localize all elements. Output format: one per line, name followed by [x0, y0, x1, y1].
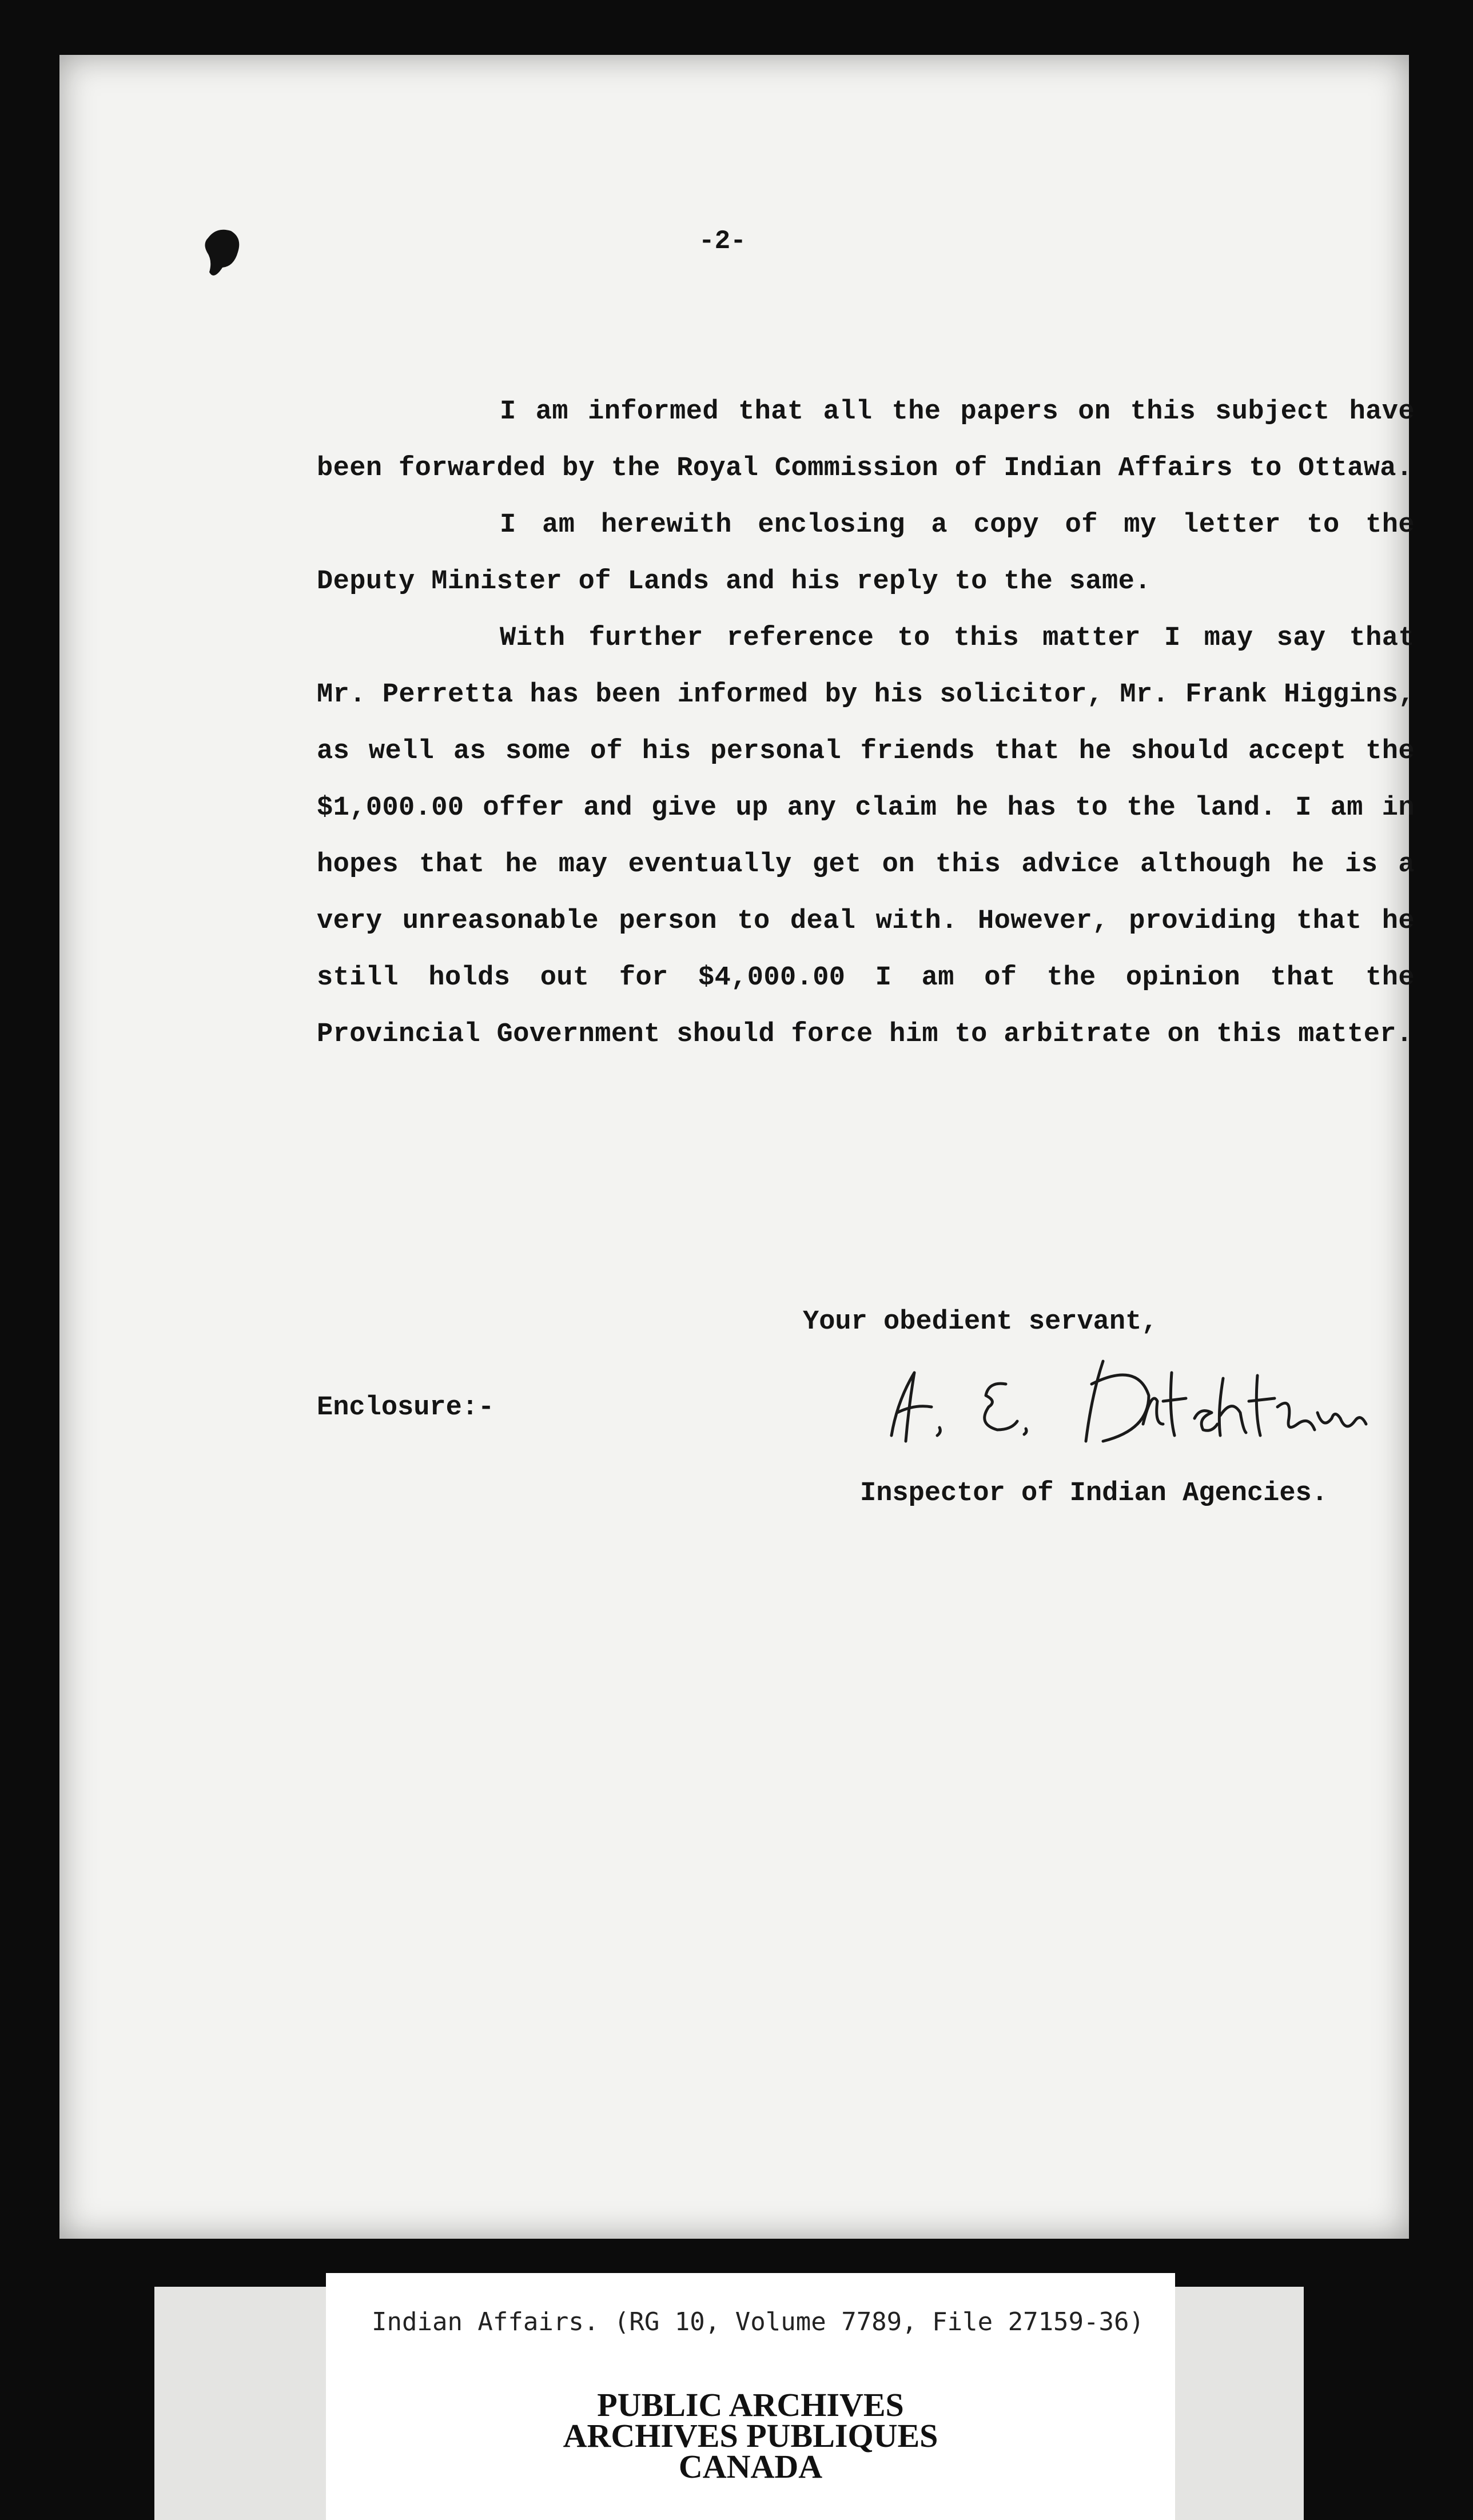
handwritten-signature — [874, 1350, 1400, 1458]
enclosure-note: Enclosure:- — [317, 1393, 495, 1423]
archive-country: CANADA — [678, 2448, 823, 2485]
archive-label-card — [326, 2273, 1175, 2520]
paragraph: With further reference to this matter I may say that Mr. Perretta has been informed by his solicitor, Mr. Frank Higgins, as well as some of his personal friends that he should accept the $1,000.00 offer and give up any claim he has to the land. I am in hopes that he may eventually get on this advice although he is a very unreasonable person to deal with. However, providing that he still holds out for $4,000.00 I am of the opinion that the Provincial Government should force him to arbitrate on this matter. — [317, 623, 1415, 1050]
signatory-title: Inspector of Indian Agencies. — [860, 1478, 1328, 1509]
paragraph: I am herewith enclosing a copy of my letter to the Deputy Minister of Lands and his reply to the same. — [317, 510, 1415, 597]
document-page — [59, 55, 1415, 2239]
page-number: -2- — [699, 226, 746, 256]
archive-name-french: ARCHIVES PUBLIQUES — [563, 2417, 938, 2454]
ink-blot — [202, 226, 242, 284]
closing-salutation: Your obedient servant, — [803, 1307, 1158, 1337]
archive-citation: Indian Affairs. (RG 10, Volume 7789, File 27159-36) — [372, 2307, 1145, 2336]
archive-name-english: PUBLIC ARCHIVES — [597, 2386, 904, 2423]
letter-body — [317, 384, 1415, 1063]
paragraph: I am informed that all the papers on this subject have been forwarded by the Royal Commission of Indian Affairs to Ottawa. — [317, 397, 1415, 484]
